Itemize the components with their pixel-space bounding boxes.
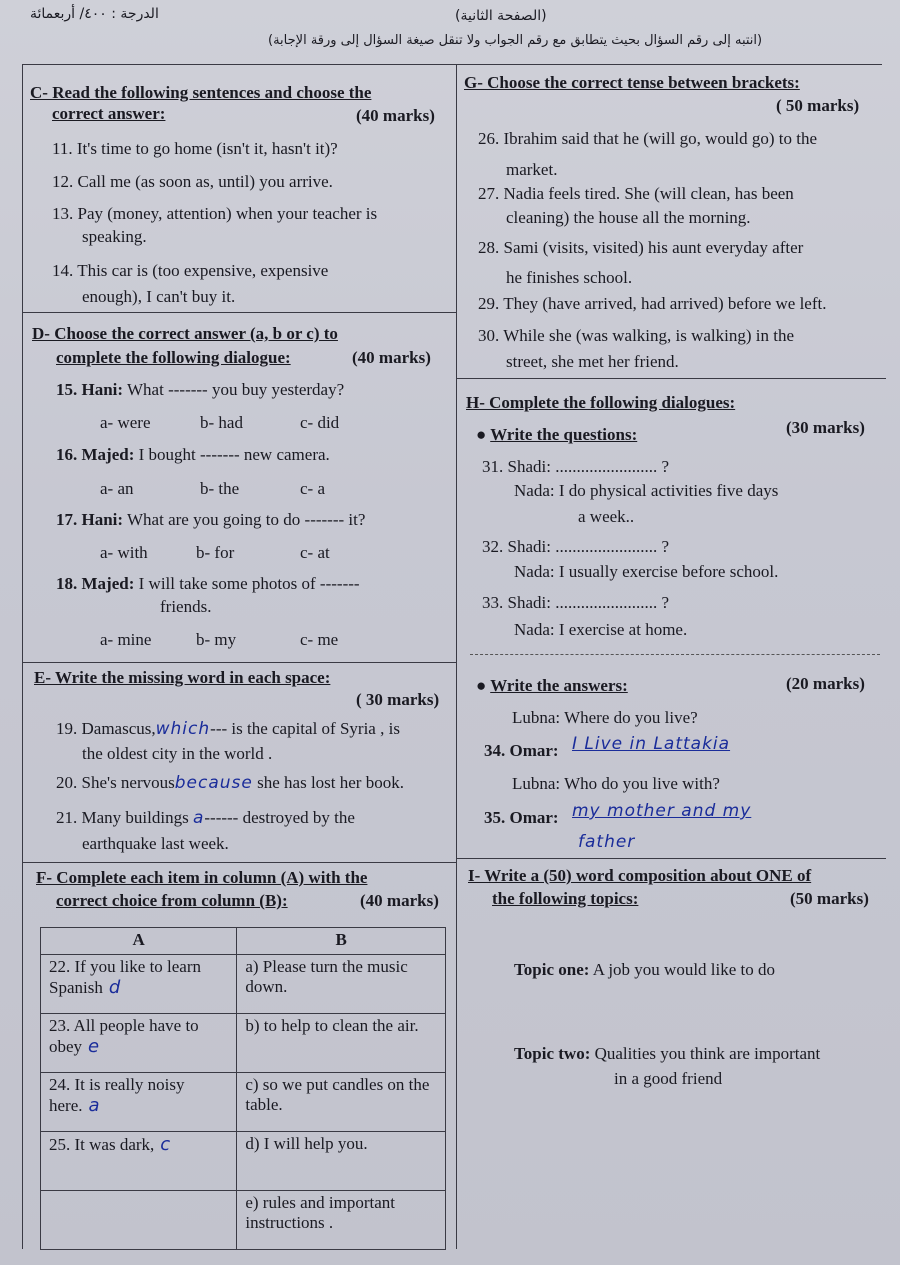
- divider-g-h: [456, 378, 886, 379]
- divider-h-i: [456, 858, 886, 859]
- divider-h-parts: [470, 654, 880, 655]
- column-a-header: A: [41, 928, 237, 955]
- question-30-cont: street, she met her friend.: [506, 352, 679, 371]
- question-18-cont: friends.: [160, 597, 212, 616]
- answer-31-cont: a week..: [578, 507, 635, 526]
- choice-c: c) so we put candles on the table.: [237, 1073, 446, 1132]
- question-11: 11. It's time to go home (isn't it, hasn't it)?: [52, 139, 338, 158]
- question-29: 29. They (have arrived, had arrived) before we left.: [478, 294, 827, 313]
- header-instruction: (انتبه إلى رقم السؤال بحيث يتطابق مع رقم الجواب ولا تنقل صيغة السؤال إلى ورقة الإجابة): [268, 33, 763, 48]
- section-f-title: F- Complete each item in column (A) with the: [36, 868, 368, 887]
- handwritten-answer-19: which: [155, 719, 211, 739]
- section-c-title: C- Read the following sentences and choose the: [30, 83, 372, 102]
- question-21-cont: earthquake last week.: [82, 834, 229, 853]
- table-row: [41, 1132, 446, 1191]
- section-h-sub1-marks: (30 marks): [786, 418, 865, 437]
- section-h-sub1: ● Write the questions:: [476, 425, 638, 444]
- section-d-title: D- Choose the correct answer (a, b or c) to: [32, 324, 338, 343]
- handwritten-answer-24: a: [88, 1095, 100, 1116]
- frame-top: [22, 64, 882, 65]
- handwritten-answer-21: a: [192, 808, 205, 828]
- handwritten-answer-35: my mother and my: [572, 801, 752, 821]
- question-14-cont: enough), I can't buy it.: [82, 287, 236, 306]
- option-15c: c- did: [300, 413, 340, 432]
- choice-a: a) Please turn the music down.: [237, 955, 446, 1014]
- section-h-sub2: ● Write the answers:: [476, 676, 628, 695]
- topic-two-cont: in a good friend: [614, 1069, 723, 1088]
- option-15a: a- were: [100, 413, 151, 432]
- question-26: 26. Ibrahim said that he (will go, would go) to the: [478, 129, 817, 148]
- column-divider: [456, 64, 457, 1249]
- section-d-title-line2: complete the following dialogue:: [56, 348, 291, 367]
- question-17: 17. Hani: What are you going to do ------- it?: [56, 510, 366, 529]
- question-15: 15. Hani: What ------- you buy yesterday?: [56, 380, 345, 399]
- question-20: 20. She's nervousbecause she has lost her book.: [56, 773, 404, 793]
- option-16a: a- an: [100, 479, 134, 498]
- lubna-question-35: Lubna: Who do you live with?: [512, 774, 720, 793]
- option-18c: c- me: [300, 630, 339, 649]
- divider-c-d: [22, 312, 456, 313]
- topic-two: Topic two: Qualities you think are important: [514, 1044, 821, 1063]
- section-g-marks: ( 50 marks): [776, 96, 860, 115]
- section-h-sub2-marks: (20 marks): [786, 674, 865, 693]
- section-h-title: H- Complete the following dialogues:: [466, 393, 736, 412]
- answer-32: Nada: I usually exercise before school.: [514, 562, 779, 581]
- question-19-cont: the oldest city in the world .: [82, 744, 273, 763]
- frame-left: [22, 64, 23, 1249]
- section-f-title-line2: correct choice from column (B):: [56, 891, 288, 910]
- item-22: 22. If you like to learn Spanish d: [41, 955, 237, 1014]
- question-32: 32. Shadi: ........................ ?: [482, 537, 669, 556]
- question-35: 35. Omar:: [484, 808, 559, 827]
- handwritten-answer-23: e: [88, 1036, 100, 1057]
- choice-d: d) I will help you.: [237, 1132, 446, 1191]
- matching-table: [40, 927, 446, 1250]
- option-17b: b- for: [196, 543, 235, 562]
- handwritten-answer-34: I Live in Lattakia: [572, 734, 731, 754]
- question-30: 30. While she (was walking, is walking) in the: [478, 326, 795, 345]
- option-16b: b- the: [200, 479, 240, 498]
- answer-33: Nada: I exercise at home.: [514, 620, 688, 639]
- item-23: 23. All people have to obey e: [41, 1014, 237, 1073]
- topic-one: Topic one: A job you would like to do: [514, 960, 776, 979]
- item-empty: [41, 1191, 237, 1250]
- section-c-title-line2: correct answer:: [52, 104, 166, 123]
- divider-e-f: [22, 862, 456, 863]
- question-27-cont: cleaning) the house all the morning.: [506, 208, 751, 227]
- handwritten-answer-25: c: [160, 1134, 171, 1155]
- question-19: 19. Damascus,which--- is the capital of Syria , is: [56, 719, 400, 739]
- question-14: 14. This car is (too expensive, expensive: [52, 261, 329, 280]
- question-33: 33. Shadi: ........................ ?: [482, 593, 669, 612]
- divider-d-e: [22, 662, 456, 663]
- option-17a: a- with: [100, 543, 148, 562]
- question-16: 16. Majed: I bought ------- new camera.: [56, 445, 330, 464]
- question-34: 34. Omar:: [484, 741, 559, 760]
- question-13: 13. Pay (money, attention) when your teacher is: [52, 204, 378, 223]
- section-e-marks: ( 30 marks): [356, 690, 440, 709]
- section-c-marks: (40 marks): [356, 106, 435, 125]
- question-28: 28. Sami (visits, visited) his aunt everyday after: [478, 238, 804, 257]
- option-16c: c- a: [300, 479, 326, 498]
- table-row: [41, 1191, 446, 1250]
- item-24: 24. It is really noisy here. a: [41, 1073, 237, 1132]
- option-17c: c- at: [300, 543, 330, 562]
- handwritten-answer-35-cont: father: [578, 832, 636, 852]
- item-25: 25. It was dark, c: [41, 1132, 237, 1191]
- question-31: 31. Shadi: ........................ ?: [482, 457, 669, 476]
- section-i-title: I- Write a (50) word composition about ONE of: [468, 866, 812, 885]
- option-18a: a- mine: [100, 630, 152, 649]
- section-i-title-line2: the following topics:: [492, 889, 639, 908]
- question-27: 27. Nadia feels tired. She (will clean, has been: [478, 184, 794, 203]
- question-21: 21. Many buildings a------ destroyed by the: [56, 808, 355, 828]
- handwritten-answer-20: because: [174, 773, 253, 793]
- choice-b: b) to help to clean the air.: [237, 1014, 446, 1073]
- table-row: [41, 1014, 446, 1073]
- handwritten-answer-22: d: [108, 977, 121, 998]
- section-g-title: G- Choose the correct tense between brackets:: [464, 73, 800, 92]
- choice-e: e) rules and important instructions .: [237, 1191, 446, 1250]
- answer-31: Nada: I do physical activities five days: [514, 481, 779, 500]
- option-18b: b- my: [196, 630, 237, 649]
- question-26-cont: market.: [506, 160, 558, 179]
- table-row: [41, 1073, 446, 1132]
- section-f-marks: (40 marks): [360, 891, 439, 910]
- column-b-header: B: [237, 928, 446, 955]
- header-grade: الدرجة : ٤٠٠/ أربعمائة: [30, 6, 159, 22]
- question-28-cont: he finishes school.: [506, 268, 633, 287]
- lubna-question-34: Lubna: Where do you live?: [512, 708, 698, 727]
- section-i-marks: (50 marks): [790, 889, 869, 908]
- question-18: 18. Majed: I will take some photos of -------: [56, 574, 360, 593]
- table-row: [41, 955, 446, 1014]
- question-12: 12. Call me (as soon as, until) you arrive.: [52, 172, 333, 191]
- section-e-title: E- Write the missing word in each space:: [34, 668, 331, 687]
- question-13-cont: speaking.: [82, 227, 147, 246]
- section-d-marks: (40 marks): [352, 348, 431, 367]
- header-page-label: (الصفحة الثانية): [455, 8, 547, 24]
- option-15b: b- had: [200, 413, 243, 432]
